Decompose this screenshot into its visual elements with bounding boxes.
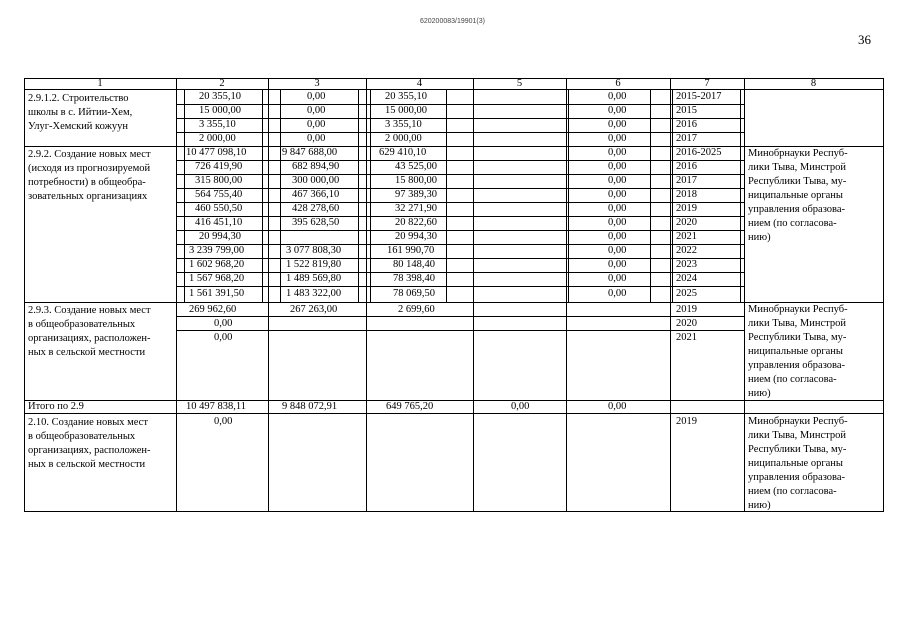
cell-col2: 20 355,10: [199, 91, 241, 102]
cell-col2: 315 800,00: [195, 175, 243, 186]
description-line: 2.9.2. Создание новых мест: [28, 149, 151, 160]
cell-col2: 0,00: [214, 416, 233, 427]
description-line: 2.10. Создание новых мест: [28, 417, 148, 428]
cell-col7: 2022: [676, 245, 697, 256]
cell-col4: 3 355,10: [385, 119, 422, 130]
column-header-3: 3: [314, 78, 320, 89]
cell-col4: 161 990,70: [387, 245, 435, 256]
cell-col7: 2016: [676, 119, 697, 130]
description-line: в общеобразовательных: [28, 431, 136, 442]
cell-col4: 15 800,00: [395, 175, 437, 186]
document-code: 620200083/19901(3): [419, 18, 485, 25]
cell-col7: 2023: [676, 259, 697, 270]
cell-col6: 0,00: [608, 133, 627, 144]
cell-col3: 300 000,00: [292, 175, 340, 186]
cell-col4: 78 069,50: [393, 288, 435, 299]
cell-col4: 2 699,60: [398, 304, 435, 315]
cell-col2: 564 755,40: [195, 189, 243, 200]
cell-col4: 20 994,30: [395, 231, 437, 242]
cell-col2: 460 550,50: [195, 203, 243, 214]
cell-col6: 0,00: [608, 259, 627, 270]
responsible-line: нием (по согласова-: [748, 218, 837, 229]
cell-col2: 2 000,00: [199, 133, 236, 144]
cell-col4: 629 410,10: [379, 147, 427, 158]
cell-col6: 0,00: [608, 175, 627, 186]
cell-col7: 2016: [676, 161, 697, 172]
cell-col3: 467 366,10: [292, 189, 340, 200]
cell-col6: 0,00: [608, 105, 627, 116]
cell-col3: 3 077 808,30: [286, 245, 342, 256]
cell-col7: 2016-2025: [676, 147, 722, 158]
description-line: в общеобразовательных: [28, 319, 136, 330]
responsible-line: ниципальные органы: [748, 190, 843, 201]
cell-col7: 2019: [676, 203, 697, 214]
responsible-line: Минобрнауки Респуб-: [748, 148, 848, 159]
cell-col6: 0,00: [608, 245, 627, 256]
cell-col6: 0,00: [608, 147, 627, 158]
cell-col4: 20 355,10: [385, 91, 427, 102]
cell-col7: 2021: [676, 231, 697, 242]
cell-col7: 2015: [676, 105, 697, 116]
responsible-line: Республики Тыва, му-: [748, 332, 847, 343]
description-line: ных в сельской местности: [28, 347, 146, 358]
cell-col7: 2017: [676, 175, 697, 186]
cell-col6: 0,00: [608, 91, 627, 102]
cell-col6: 0,00: [608, 217, 627, 228]
responsible-line: ниципальные органы: [748, 458, 843, 469]
cell-col2: 3 239 799,00: [189, 245, 245, 256]
cell-col2: 10 477 098,10: [186, 147, 247, 158]
cell-col3: 682 894,90: [292, 161, 340, 172]
cell-col6: 0,00: [608, 189, 627, 200]
description-line: Улуг-Хемский кожуун: [28, 121, 128, 132]
cell-col6: 0,00: [608, 231, 627, 242]
description-line: 2.9.1.2. Строительство: [28, 93, 129, 104]
cell-col3: 9 847 688,00: [282, 147, 338, 158]
column-header-4: 4: [416, 78, 423, 89]
cell-col7: 2019: [676, 304, 697, 315]
description-line: школы в с. Ийтии-Хем,: [28, 107, 133, 118]
column-header-1: 1: [97, 78, 103, 89]
cell-col3: 0,00: [307, 133, 326, 144]
cell-col4: 32 271,90: [395, 203, 437, 214]
cell-col2: 726 419,90: [195, 161, 243, 172]
responsible-line: нию): [748, 388, 771, 399]
cell-col6: 0,00: [608, 161, 627, 172]
responsible-line: лики Тыва, Минстрой: [748, 430, 846, 441]
cell-col4: 97 389,30: [395, 189, 437, 200]
column-header-2: 2: [219, 78, 225, 89]
cell-col2: 0,00: [214, 318, 233, 329]
cell-col2: 15 000,00: [199, 105, 241, 116]
responsible-line: нием (по согласова-: [748, 486, 837, 497]
column-header-5: 5: [516, 78, 523, 89]
cell-col3: 1 483 322,00: [286, 288, 342, 299]
cell-col2: 1 561 391,50: [189, 288, 245, 299]
cell-col3: 428 278,60: [292, 203, 340, 214]
description-line: потребности) в общеобра-: [28, 177, 146, 188]
cell-col2: 1 567 968,20: [189, 273, 245, 284]
cell-col7: 2020: [676, 318, 697, 329]
responsible-line: нием (по согласова-: [748, 374, 837, 385]
description-line: зовательных организациях: [28, 191, 148, 202]
description-line: организациях, расположен-: [28, 333, 151, 344]
cell-col2: 416 451,10: [195, 217, 243, 228]
cell-col4: 78 398,40: [393, 273, 435, 284]
cell-col7: 2020: [676, 217, 697, 228]
cell-col6: 0,00: [608, 401, 627, 412]
cell-col3: 1 489 569,80: [286, 273, 342, 284]
column-header-8: 8: [810, 78, 817, 89]
cell-col7: 2021: [676, 332, 697, 343]
cell-col2: 20 994,30: [199, 231, 241, 242]
description-line: (исходя из прогнозируемой: [28, 163, 151, 174]
page-number: 36: [858, 32, 871, 47]
cell-col4: 2 000,00: [385, 133, 422, 144]
responsible-line: управления образова-: [748, 204, 846, 215]
cell-col3: 0,00: [307, 119, 326, 130]
responsible-line: нию): [748, 232, 771, 243]
cell-col3: 395 628,50: [292, 217, 340, 228]
cell-col2: 269 962,60: [189, 304, 237, 315]
cell-col4: 43 525,00: [395, 161, 437, 172]
cell-col5: 0,00: [511, 401, 530, 412]
cell-col7: 2018: [676, 189, 697, 200]
cell-col2: 0,00: [214, 332, 233, 343]
cell-col4: 80 148,40: [393, 259, 435, 270]
responsible-line: лики Тыва, Минстрой: [748, 162, 846, 173]
cell-col7: 2015-2017: [676, 91, 722, 102]
responsible-line: нию): [748, 500, 771, 511]
total-label: Итого по 2.9: [28, 401, 84, 412]
responsible-line: Минобрнауки Респуб-: [748, 416, 848, 427]
description-line: ных в сельской местности: [28, 459, 146, 470]
responsible-line: управления образова-: [748, 472, 846, 483]
cell-col2: 1 602 968,20: [189, 259, 245, 270]
description-line: организациях, расположен-: [28, 445, 151, 456]
responsible-line: Республики Тыва, му-: [748, 176, 847, 187]
cell-col7: 2024: [676, 273, 697, 284]
responsible-line: ниципальные органы: [748, 346, 843, 357]
cell-col6: 0,00: [608, 203, 627, 214]
description-line: 2.9.3. Создание новых мест: [28, 305, 151, 316]
cell-col7: 2025: [676, 288, 697, 299]
cell-col2: 3 355,10: [199, 119, 236, 130]
column-header-7: 7: [704, 78, 710, 89]
responsible-line: управления образова-: [748, 360, 846, 371]
responsible-line: лики Тыва, Минстрой: [748, 318, 846, 329]
cell-col7: 2017: [676, 133, 697, 144]
cell-col3: 0,00: [307, 91, 326, 102]
cell-col6: 0,00: [608, 273, 627, 284]
cell-col6: 0,00: [608, 119, 627, 130]
cell-col4: 20 822,60: [395, 217, 437, 228]
cell-col2: 10 497 838,11: [186, 401, 246, 412]
cell-col3: 1 522 819,80: [286, 259, 342, 270]
cell-col3: 0,00: [307, 105, 326, 116]
column-header-6: 6: [615, 78, 621, 89]
cell-col3: 9 848 072,91: [282, 401, 338, 412]
cell-col3: 267 263,00: [290, 304, 338, 315]
cell-col4: 15 000,00: [385, 105, 427, 116]
responsible-line: Минобрнауки Респуб-: [748, 304, 848, 315]
responsible-line: Республики Тыва, му-: [748, 444, 847, 455]
cell-col4: 649 765,20: [386, 401, 434, 412]
cell-col6: 0,00: [608, 288, 627, 299]
cell-col7: 2019: [676, 416, 697, 427]
